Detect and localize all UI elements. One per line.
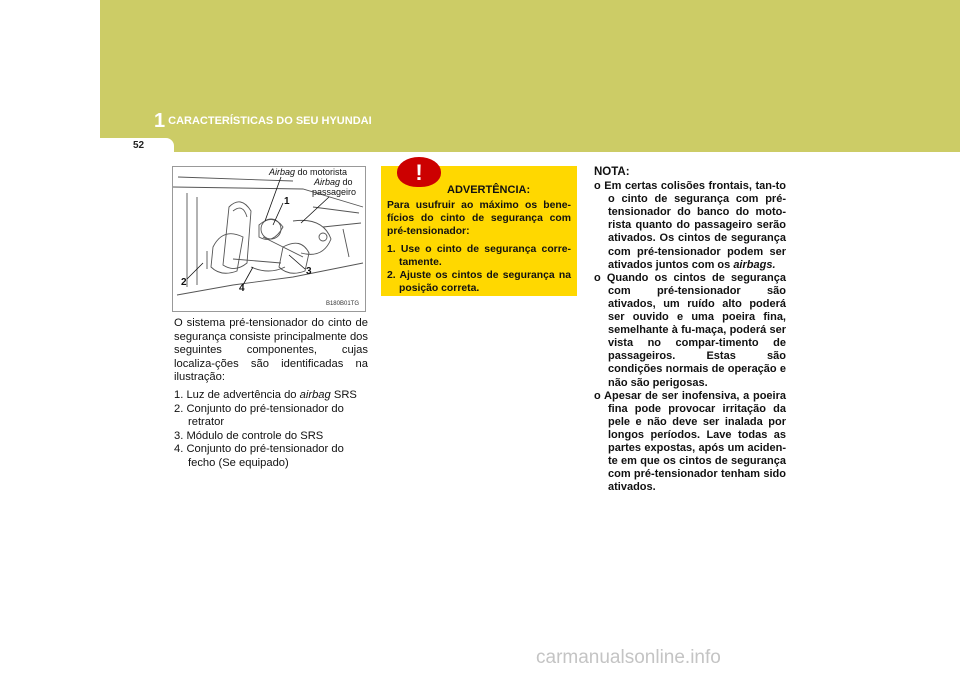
warning-exclamation-icon: ! [397,157,441,187]
intro-column [174,317,368,471]
intro-paragraph: O sistema pré-tensionador do cinto de segurança consiste principalmente dos seguintes componentes, cujas localiza-ções são identificadas na ilustração: [174,317,368,384]
watermark-text: carmanualsonline.info [536,647,721,668]
note-list [594,180,786,494]
warning-box [381,160,577,296]
page-number: 52 [133,140,145,151]
note-item-1: o Em certas colisões frontais, tan-to o cinto de segurança com pré-tensionador do banco do moto-rista quanto do passageiro serão ativados. Os cintos de segurança com pré-tensionador podem ser ativados juntos com os airbags. [594,180,786,271]
warning-body [387,199,571,295]
header-band-lower [100,138,960,152]
note-item-3: o Apesar de ser inofensiva, a poeira fina pode provocar irritação da pele e não deve ser inalada por longos períodos. Lave todas as partes expostas, após um aciden-te em que os cintos de segurança com pré-tensionador tenham sido ativados. [594,389,786,494]
component-item-4: 4. Conjunto do pré-tensionador do fecho (Se equipado) [174,443,344,469]
warning-paragraph: Para usufruir ao máximo os bene-fícios do cinto de segurança com pré-tensionador: [387,200,571,237]
chapter-title: CARACTERÍSTICAS DO SEU HYUNDAI [168,115,372,127]
component-list [174,389,368,471]
warning-item-2: 2. Ajuste os cintos de segurança na posição correta. [387,270,571,294]
warning-title: ADVERTÊNCIA: [447,184,531,196]
component-item-2: 2. Conjunto do pré-tensionador do retrator [174,402,344,429]
warning-list [387,243,571,295]
warning-item-1: 1. Use o cinto de segurança corre-tamente. [387,244,571,268]
note-title: NOTA: [594,166,630,178]
callout-2: 2 [181,277,187,288]
seatbelt-pretensioner-illustration [172,166,366,312]
note-item-2: o Quando os cintos de segurança com pré-tensionador são ativados, um ruído alto poderá ser ouvido e uma poeira fina, semelhante à fu-maça, poderá ser vista no compar-timento de passageiros. Estas são condições normais de operação e não são perigosas. [594,271,786,389]
figure-code: B180B01TG [325,301,359,307]
callout-1: 1 [284,196,290,207]
driver-airbag-label: Airbag do motorista [269,167,348,177]
component-item-1: 1. Luz de advertência do airbag SRS [174,388,357,401]
chapter-heading [154,110,372,133]
passenger-airbag-label: Airbag do [314,177,353,187]
component-item-3: 3. Módulo de controle do SRS [174,429,324,442]
chapter-number: 1 [154,110,166,132]
passenger-airbag-label-line2: passageiro [312,187,357,197]
callout-3: 3 [306,266,312,277]
note-section [594,166,786,494]
callout-4: 4 [239,283,245,294]
